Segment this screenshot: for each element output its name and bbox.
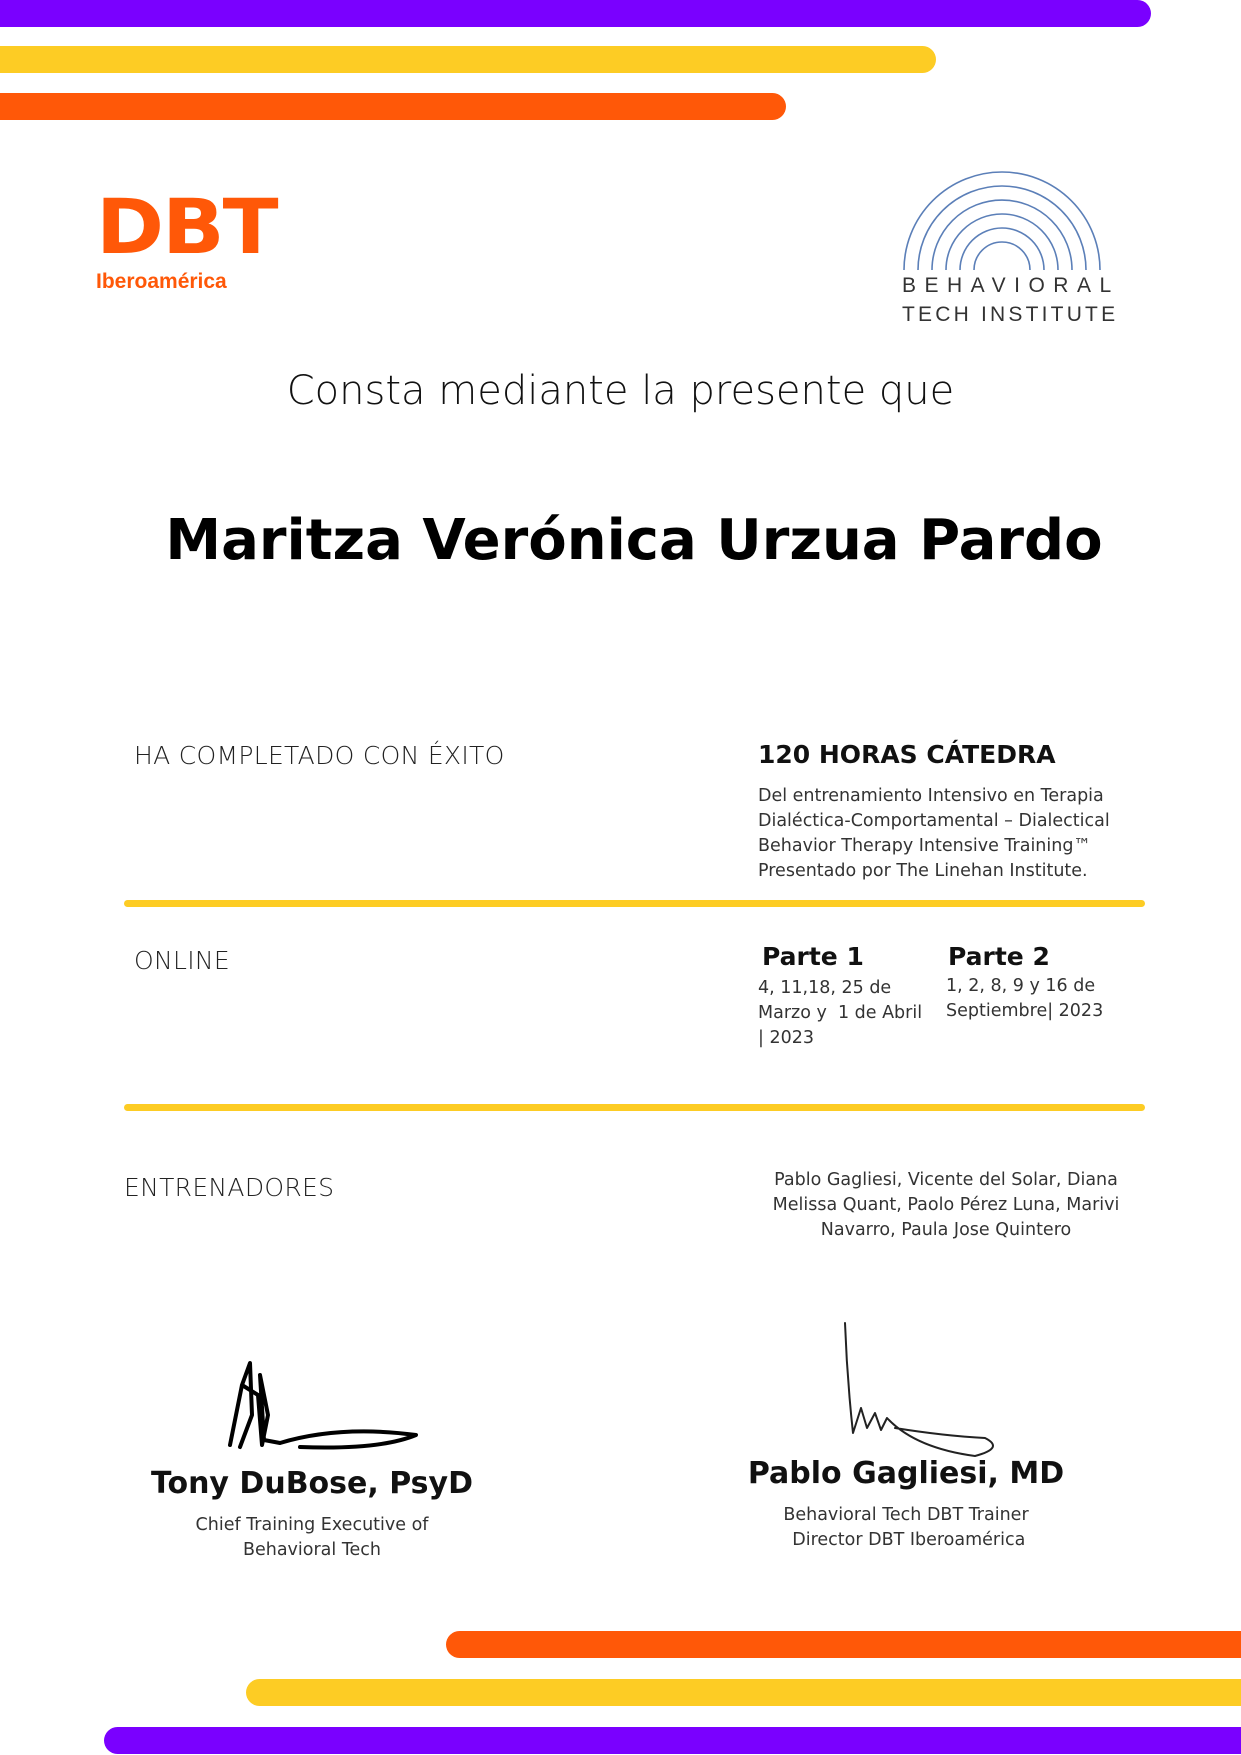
arcs-icon [898,166,1118,271]
bottom-stripe-orange [446,1631,1241,1658]
part1-dates [758,976,938,1051]
part2-date-line: Septiembre| 2023 [946,1001,1104,1021]
signatory-1 [112,1466,512,1563]
description-line: Presentado por The Linehan Institute. [758,861,1088,881]
behavioral-tech-institute-logo [898,166,1148,326]
dbt-logo-subtitle: Iberoamérica [96,270,227,293]
part1-date-line: | 2023 [758,1028,814,1048]
divider-1 [124,900,1145,907]
top-stripe-orange [0,93,786,120]
signatory-1-title-line: Chief Training Executive of [195,1515,429,1535]
bti-logo-line1: BEHAVIORAL [902,274,1120,297]
part2-title: Parte 2 [948,942,1050,971]
part1-date-line: Marzo y 1 de Abril [758,1003,923,1023]
description-line: Dialéctica-Comportamental – Dialectical [758,811,1110,831]
part1-title: Parte 1 [762,942,864,971]
bti-logo-line2: TECH INSTITUTE [902,303,1119,326]
description-line: Behavior Therapy Intensive Training™ [758,836,1091,856]
signatory-2-title-line: Director DBT Iberoamérica [786,1530,1026,1550]
signatory-1-title [112,1513,512,1563]
trainers-names [746,1168,1146,1243]
signatory-2-name: Pablo Gagliesi, MD [747,1456,1065,1491]
hours-title: 120 HORAS CÁTEDRA [758,740,1056,769]
part2-date-line: 1, 2, 8, 9 y 16 de [946,976,1096,996]
divider-2 [124,1104,1145,1111]
modality-label: ONLINE [134,946,230,975]
trainers-line: Pablo Gagliesi, Vicente del Solar, Diana [774,1170,1118,1190]
signatory-2 [706,1456,1106,1553]
completion-label: HA COMPLETADO CON ÉXITO [134,741,505,770]
signature-tony-dubose [220,1355,420,1455]
dbt-logo-mark: DBT [96,184,277,272]
signatory-1-title-line: Behavioral Tech [242,1540,382,1560]
dbt-iberoamerica-logo [96,184,326,296]
bottom-stripe-purple [104,1727,1241,1754]
signature-pablo-gagliesi [835,1318,1005,1458]
description-line: Del entrenamiento Intensivo en Terapia [758,786,1104,806]
trainers-line: Melissa Quant, Paolo Pérez Luna, Marivi [772,1195,1120,1215]
top-stripe-yellow [0,46,936,73]
part1-date-line: 4, 11,18, 25 de [758,978,892,998]
bottom-stripe-yellow [246,1679,1241,1706]
top-stripe-purple [0,0,1151,27]
trainers-line: Navarro, Paula Jose Quintero [820,1220,1072,1240]
signatory-1-name: Tony DuBose, PsyD [150,1466,473,1501]
trainers-label: ENTRENADORES [124,1173,335,1202]
signatory-2-title-line: Behavioral Tech DBT Trainer [783,1505,1029,1525]
signatory-2-title [706,1503,1106,1553]
certificate-intro: Consta mediante la presente que [286,368,955,414]
part2-dates [946,974,1146,1024]
course-description [758,784,1158,884]
recipient-name: Maritza Verónica Urzua Pardo [165,508,1103,573]
